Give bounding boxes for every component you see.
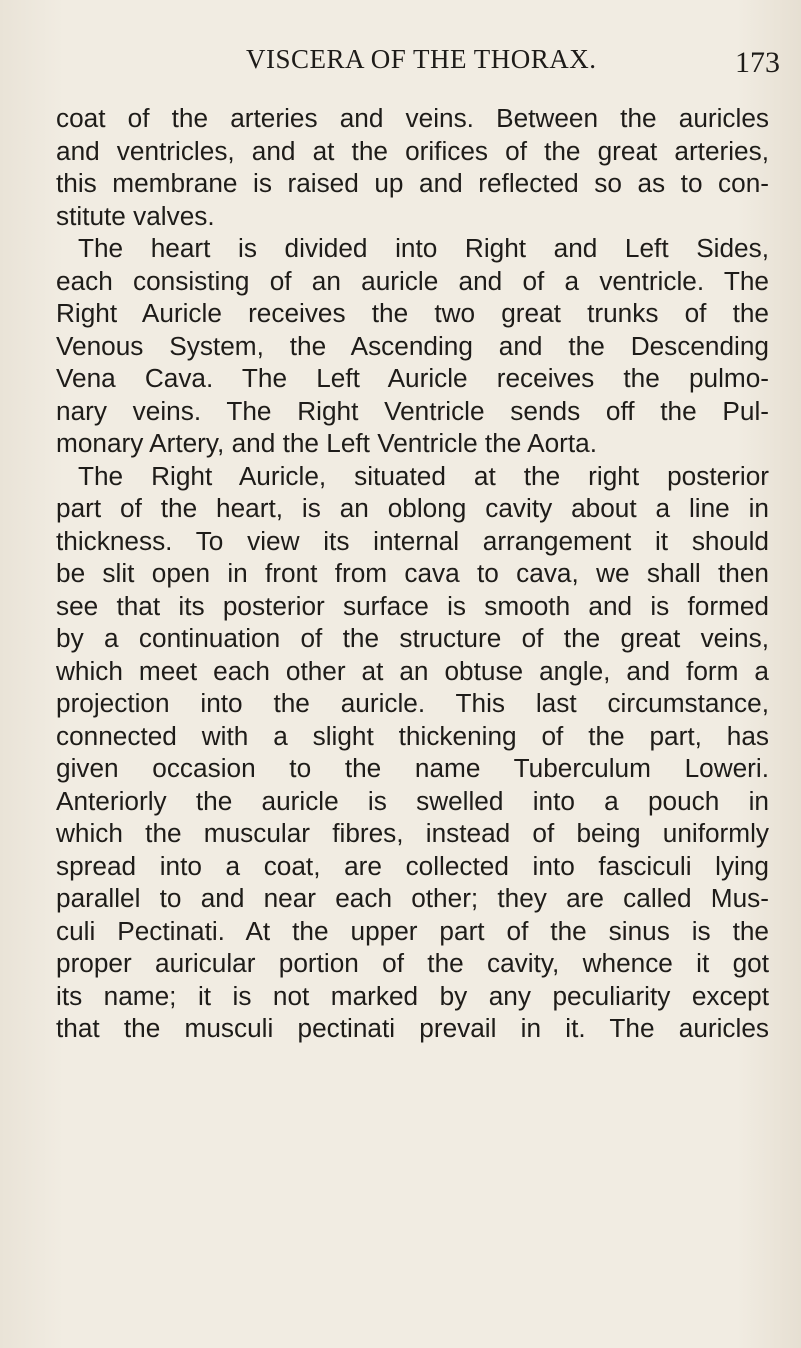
page-number: 173 (735, 46, 780, 79)
text-line: that the musculi pectinati prevail in it. The auricles (56, 1013, 769, 1043)
text-line: proper auricular portion of the cavity, whence it got (56, 948, 769, 978)
text-line: projection into the auricle. This last circumstance, (56, 688, 769, 718)
text-line: which the muscular fibres, instead of being uniformly (56, 818, 769, 848)
text-line: connected with a slight thickening of the part, has (56, 720, 769, 751)
text-line: given occasion to the name Tuberculum Loweri. (56, 753, 769, 783)
running-head: VISCERA OF THE THORAX. (246, 44, 597, 74)
text-line: part of the heart, is an oblong cavity about a line in (56, 493, 769, 523)
text-line: monary Artery, and the Left Ventricle the Aorta. (56, 428, 598, 458)
text-line: which meet each other at an obtuse angle, and form a (56, 655, 769, 686)
text-line: see that its posterior surface is smooth and is formed (56, 590, 769, 621)
text-line: this membrane is raised up and reflected so as to con- (56, 168, 769, 198)
text-line: be slit open in front from cava to cava, we shall then (56, 558, 769, 588)
text-line: stitute valves. (56, 200, 215, 231)
text-line: spread into a coat, are collected into fasciculi lying (56, 850, 769, 881)
text-line: Right Auricle receives the two great trunks of the (56, 298, 769, 328)
text-line: culi Pectinati. At the upper part of the sinus is the (56, 915, 769, 946)
text-line: Vena Cava. The Left Auricle receives the pulmo- (56, 363, 769, 393)
text-line: parallel to and near each other; they are called Mus- (56, 883, 769, 913)
page-header (0, 44, 801, 84)
text-line: The Right Auricle, situated at the right posterior (78, 460, 769, 491)
text-line: thickness. To view its internal arrangement it should (56, 525, 769, 556)
text-line: and ventricles, and at the orifices of the great arteries, (56, 135, 769, 166)
text-line: nary veins. The Right Ventricle sends off the Pul- (56, 395, 769, 426)
text-line: coat of the arteries and veins. Between the auricles (56, 103, 769, 133)
text-line: by a continuation of the structure of the great veins, (56, 623, 769, 653)
text-line: Venous System, the Ascending and the Descending (56, 330, 769, 361)
text-line: its name; it is not marked by any peculiarity except (56, 980, 769, 1011)
text-line: The heart is divided into Right and Left Sides, (78, 233, 769, 263)
text-line: each consisting of an auricle and of a ventricle. The (56, 265, 769, 296)
body-text (56, 102, 769, 1045)
text-line: Anteriorly the auricle is swelled into a pouch in (56, 785, 769, 816)
